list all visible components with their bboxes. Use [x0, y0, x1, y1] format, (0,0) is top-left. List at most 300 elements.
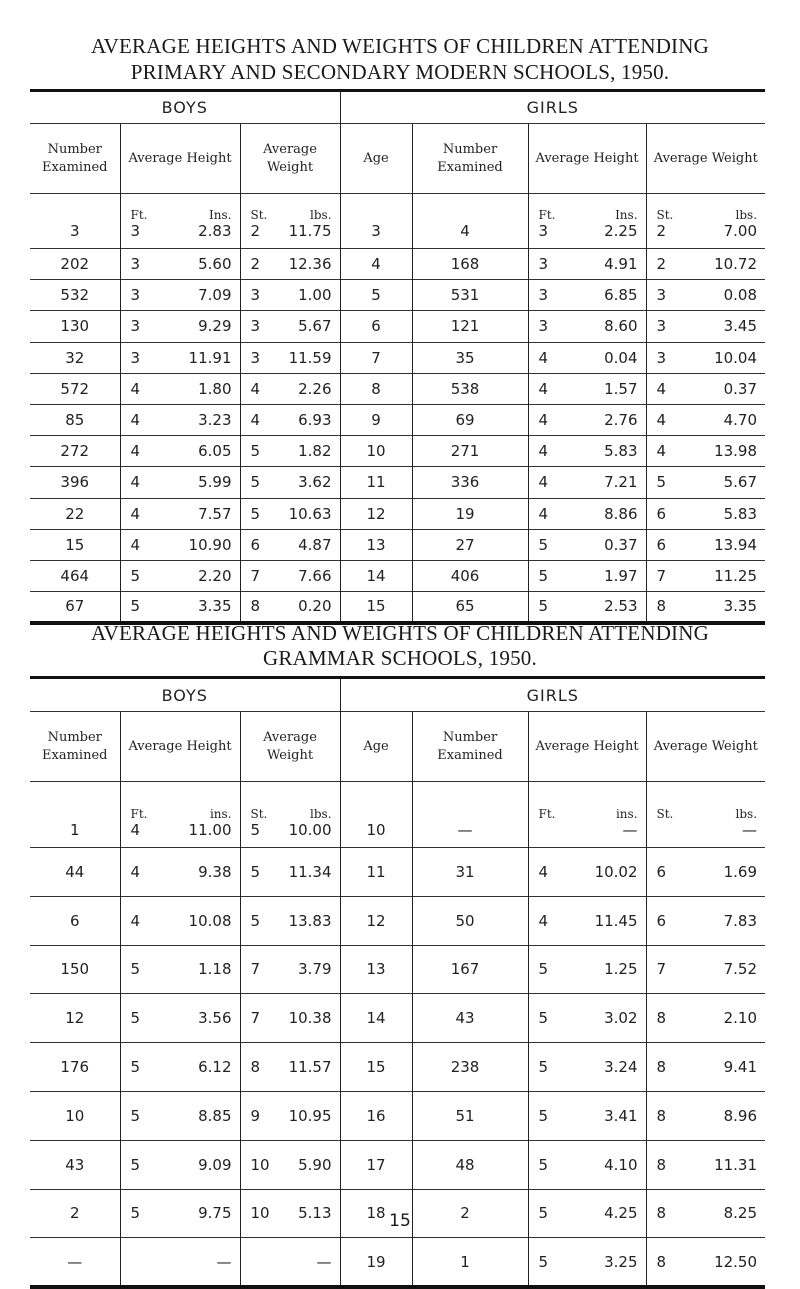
stone-value: 6 — [656, 535, 667, 554]
girls-weight-cell — [646, 194, 765, 249]
boys-height-cell — [120, 529, 240, 560]
age-header: Age — [340, 712, 412, 782]
pounds-value: 5.90 — [298, 1155, 332, 1174]
table-row — [30, 782, 765, 848]
feet-value: 5 — [538, 1155, 549, 1174]
unit-label: Ft. — [538, 208, 556, 222]
girls-number-cell: 1 — [412, 1238, 528, 1287]
girls-number-cell: 167 — [412, 945, 528, 994]
boys-height-cell — [120, 560, 240, 591]
girls-height-cell — [528, 592, 646, 623]
stone-value: 7 — [656, 566, 667, 585]
girls-height-cell — [528, 896, 646, 945]
pounds-value: 8.96 — [723, 1106, 758, 1125]
stone-value: 4 — [656, 379, 667, 398]
age-cell: 10 — [340, 782, 412, 848]
girls-weight-cell — [646, 560, 765, 591]
boys-height-cell — [120, 945, 240, 994]
feet-value: 3 — [130, 255, 141, 274]
table-row — [30, 249, 765, 280]
stone-value: 7 — [656, 960, 667, 979]
pounds-value: 6.93 — [298, 411, 332, 430]
girls-weight-cell — [646, 467, 765, 498]
age-cell: 7 — [340, 342, 412, 373]
boys-weight-cell — [240, 373, 340, 404]
table-row — [30, 1091, 765, 1140]
feet-value: 3 — [538, 286, 549, 305]
feet-value: 3 — [130, 286, 141, 305]
girls-number-cell: — — [412, 782, 528, 848]
inches-value: 3.56 — [198, 1009, 232, 1028]
table1-title-line1: AVERAGE HEIGHTS AND WEIGHTS OF CHILDREN ATTENDING — [90, 34, 709, 58]
boys-weight-cell-units — [241, 807, 340, 821]
inches-value: 1.97 — [604, 566, 638, 585]
boys-number-header: Number Examined — [30, 124, 120, 194]
unit-label: St. — [656, 208, 674, 222]
feet-value: 5 — [538, 535, 549, 554]
unit-label: lbs. — [310, 208, 332, 222]
girls-number-cell: 336 — [412, 467, 528, 498]
girls-number-cell: 51 — [412, 1091, 528, 1140]
group-header-row — [30, 678, 765, 712]
inches-value: 3.23 — [198, 411, 232, 430]
inches-value: 1.57 — [604, 379, 638, 398]
stone-value: 6 — [656, 911, 667, 930]
boys-number-cell: 6 — [30, 896, 120, 945]
girls-weight-cell — [646, 1091, 765, 1140]
pounds-value: 7.00 — [723, 222, 758, 240]
girls-number-cell: 35 — [412, 342, 528, 373]
girls-number-cell: 31 — [412, 848, 528, 897]
girls-weight-cell — [646, 782, 765, 848]
stone-value — [657, 821, 679, 839]
pounds-value: 10.38 — [288, 1009, 332, 1028]
boys-height-header: Average Height — [120, 712, 240, 782]
girls-weight-cell — [646, 404, 765, 435]
pounds-value: 11.34 — [288, 862, 332, 881]
pounds-value: 10.00 — [288, 821, 332, 839]
girls-number-header: Number Examined — [412, 124, 528, 194]
inches-value: 5.99 — [198, 473, 232, 492]
pounds-value: 9.41 — [723, 1058, 758, 1077]
boys-height-cell — [120, 249, 240, 280]
inches-value: 7.09 — [198, 286, 232, 305]
feet-value: 4 — [538, 504, 549, 523]
stone-value: 3 — [656, 286, 667, 305]
inches-value: 2.25 — [604, 222, 638, 240]
table-row — [30, 994, 765, 1043]
girls-weight-cell — [646, 848, 765, 897]
stone-value: 8 — [656, 597, 667, 616]
pounds-value: 11.59 — [288, 348, 332, 367]
girls-weight-cell — [646, 249, 765, 280]
inches-value: 10.08 — [188, 911, 232, 930]
feet-value: 5 — [130, 597, 141, 616]
stone-value: 8 — [250, 597, 261, 616]
girls-number-cell: 406 — [412, 560, 528, 591]
age-cell: 14 — [340, 560, 412, 591]
boys-weight-cell — [240, 592, 340, 623]
age-cell: 14 — [340, 994, 412, 1043]
stone-value: 3 — [250, 348, 261, 367]
stone-value: 5 — [250, 473, 261, 492]
age-cell: 16 — [340, 1091, 412, 1140]
table-row — [30, 498, 765, 529]
boys-weight-cell — [240, 945, 340, 994]
stone-value: 8 — [250, 1058, 261, 1077]
inches-value: 4.25 — [604, 1204, 638, 1223]
feet-value: 5 — [130, 566, 141, 585]
pounds-value: 5.67 — [723, 473, 758, 492]
girls-number-cell: 65 — [412, 592, 528, 623]
boys-weight-cell — [240, 1140, 340, 1189]
feet-value: 4 — [130, 821, 141, 839]
boys-weight-cell — [240, 994, 340, 1043]
girls-weight-cell — [646, 896, 765, 945]
stone-value: 6 — [656, 862, 667, 881]
boys-number-cell: 12 — [30, 994, 120, 1043]
boys-number-cell: 43 — [30, 1140, 120, 1189]
feet-value: 4 — [538, 442, 549, 461]
girls-height-cell — [528, 342, 646, 373]
boys-height-cell-units — [121, 208, 240, 222]
table-row — [30, 1238, 765, 1287]
inches-value: 1.25 — [604, 960, 638, 979]
inches-value: 4.10 — [604, 1155, 638, 1174]
feet-value: 4 — [538, 379, 549, 398]
stone-value: 5 — [250, 911, 261, 930]
pounds-value: 0.08 — [723, 286, 758, 305]
stone-value: 2 — [656, 255, 667, 274]
table-row — [30, 529, 765, 560]
inches-value: 6.12 — [198, 1058, 232, 1077]
pounds-value: 0.37 — [723, 379, 758, 398]
table-row — [30, 560, 765, 591]
girls-weight-cell — [646, 373, 765, 404]
inches-value: 1.80 — [198, 379, 232, 398]
age-cell: 19 — [340, 1238, 412, 1287]
stone-value: 7 — [250, 960, 261, 979]
age-cell: 6 — [340, 311, 412, 342]
unit-label: Ins. — [209, 208, 232, 222]
girls-height-cell — [528, 467, 646, 498]
girls-height-cell — [528, 994, 646, 1043]
boys-number-cell: 10 — [30, 1091, 120, 1140]
girls-number-cell: 4 — [412, 194, 528, 249]
stone-value: 5 — [250, 504, 261, 523]
table1 — [30, 89, 765, 625]
boys-number-cell: 272 — [30, 436, 120, 467]
pounds-value: 0.20 — [298, 597, 332, 616]
age-cell: 12 — [340, 498, 412, 529]
boys-weight-cell — [240, 848, 340, 897]
unit-label: Ft. — [538, 807, 556, 821]
feet-value: 4 — [130, 411, 141, 430]
stone-value: 4 — [250, 411, 261, 430]
unit-label: Ft. — [130, 807, 148, 821]
girls-height-cell — [528, 1043, 646, 1092]
feet-value: 5 — [538, 1009, 549, 1028]
girls-height-cell — [528, 311, 646, 342]
age-cell: 10 — [340, 436, 412, 467]
boys-number-cell: 130 — [30, 311, 120, 342]
boys-number-cell: 572 — [30, 373, 120, 404]
group-boys: BOYS — [30, 678, 340, 712]
inches-value: — — [622, 821, 638, 839]
inches-value: 9.29 — [198, 317, 232, 336]
pounds-value: 1.69 — [723, 862, 758, 881]
girls-weight-header: Average Weight — [646, 124, 765, 194]
boys-height-cell — [120, 1091, 240, 1140]
age-cell: 11 — [340, 848, 412, 897]
girls-weight-cell-units — [647, 208, 766, 222]
stone-value: 8 — [656, 1106, 667, 1125]
boys-number-cell: 532 — [30, 280, 120, 311]
boys-number-cell: 85 — [30, 404, 120, 435]
table-row — [30, 342, 765, 373]
girls-number-cell: 43 — [412, 994, 528, 1043]
boys-number-cell: 3 — [30, 194, 120, 249]
pounds-value: 5.83 — [723, 504, 758, 523]
pounds-value: 3.79 — [298, 960, 332, 979]
boys-weight-cell — [240, 896, 340, 945]
girls-number-header: Number Examined — [412, 712, 528, 782]
stone-value: 6 — [656, 504, 667, 523]
boys-height-cell — [120, 782, 240, 848]
feet-value: 5 — [538, 1252, 549, 1271]
boys-weight-cell — [240, 498, 340, 529]
stone-value: 3 — [656, 348, 667, 367]
inches-value: 11.00 — [188, 821, 232, 839]
boys-height-header: Average Height — [120, 124, 240, 194]
girls-number-cell: 121 — [412, 311, 528, 342]
age-cell: 5 — [340, 280, 412, 311]
boys-number-cell: 32 — [30, 342, 120, 373]
feet-value: 4 — [130, 535, 141, 554]
feet-value: 5 — [130, 1155, 141, 1174]
girls-weight-cell-units — [647, 807, 766, 821]
girls-number-cell: 50 — [412, 896, 528, 945]
stone-value: 4 — [656, 442, 667, 461]
inches-value: 3.25 — [604, 1252, 638, 1271]
stone-value: 4 — [656, 411, 667, 430]
pounds-value: 12.36 — [288, 255, 332, 274]
girls-weight-cell — [646, 311, 765, 342]
pounds-value: 7.83 — [723, 911, 758, 930]
boys-number-cell: 202 — [30, 249, 120, 280]
group-girls: GIRLS — [340, 91, 765, 124]
feet-value: 5 — [538, 1058, 549, 1077]
unit-label: ins. — [615, 807, 638, 821]
column-header-row — [30, 124, 765, 194]
table-row — [30, 280, 765, 311]
stone-value: 3 — [656, 317, 667, 336]
boys-number-header: Number Examined — [30, 712, 120, 782]
inches-value: 6.05 — [198, 442, 232, 461]
table-row — [30, 467, 765, 498]
girls-height-cell — [528, 249, 646, 280]
inches-value: 10.90 — [188, 535, 232, 554]
stone-value — [251, 1253, 273, 1271]
feet-value: 3 — [538, 255, 549, 274]
boys-height-cell — [120, 848, 240, 897]
stone-value: 8 — [656, 1009, 667, 1028]
boys-weight-cell — [240, 1043, 340, 1092]
pounds-value: 5.13 — [298, 1204, 332, 1223]
inches-value: 5.60 — [198, 255, 232, 274]
feet-value: 5 — [130, 1204, 141, 1223]
boys-height-cell — [120, 194, 240, 249]
boys-height-cell — [120, 1043, 240, 1092]
feet-value: 4 — [538, 411, 549, 430]
boys-weight-cell — [240, 311, 340, 342]
boys-height-cell — [120, 311, 240, 342]
unit-label: lbs. — [310, 807, 332, 821]
pounds-value: 10.63 — [288, 504, 332, 523]
table-row — [30, 404, 765, 435]
boys-height-cell — [120, 1140, 240, 1189]
table-row — [30, 436, 765, 467]
girls-number-cell: 2 — [412, 1189, 528, 1238]
pounds-value: 10.95 — [288, 1106, 332, 1125]
pounds-value: 8.25 — [723, 1204, 758, 1223]
feet-value — [539, 821, 561, 839]
girls-number-cell: 531 — [412, 280, 528, 311]
table-row — [30, 1043, 765, 1092]
age-cell: 17 — [340, 1140, 412, 1189]
group-boys: BOYS — [30, 91, 340, 124]
feet-value: 4 — [130, 504, 141, 523]
feet-value: 5 — [538, 1204, 549, 1223]
pounds-value: 11.57 — [288, 1058, 332, 1077]
girls-height-cell — [528, 782, 646, 848]
inches-value: 3.02 — [604, 1009, 638, 1028]
unit-label: lbs. — [735, 208, 758, 222]
girls-number-cell: 19 — [412, 498, 528, 529]
table1-title-line2: PRIMARY AND SECONDARY MODERN SCHOOLS, 1950. — [130, 60, 670, 84]
girls-number-cell: 238 — [412, 1043, 528, 1092]
pounds-value: 13.98 — [714, 442, 758, 461]
stone-value: 8 — [656, 1252, 667, 1271]
inches-value: 9.38 — [198, 862, 232, 881]
feet-value: 5 — [538, 960, 549, 979]
boys-weight-cell — [240, 1091, 340, 1140]
boys-height-cell — [120, 467, 240, 498]
boys-height-cell — [120, 498, 240, 529]
girls-weight-header: Average Weight — [646, 712, 765, 782]
unit-label: Ft. — [130, 208, 148, 222]
table-row — [30, 194, 765, 249]
pounds-value: 7.66 — [298, 566, 332, 585]
girls-weight-cell — [646, 342, 765, 373]
feet-value: 4 — [130, 379, 141, 398]
age-cell: 15 — [340, 592, 412, 623]
group-girls: GIRLS — [340, 678, 765, 712]
boys-number-cell: 176 — [30, 1043, 120, 1092]
feet-value: 3 — [538, 222, 549, 240]
feet-value: 4 — [538, 862, 549, 881]
inches-value: 6.85 — [604, 286, 638, 305]
unit-label: St. — [250, 807, 268, 821]
stone-value: 6 — [250, 535, 261, 554]
inches-value: 11.45 — [594, 911, 638, 930]
group-header-row — [30, 91, 765, 124]
table-row — [30, 373, 765, 404]
girls-weight-cell — [646, 280, 765, 311]
girls-height-header: Average Height — [528, 124, 646, 194]
boys-weight-cell — [240, 194, 340, 249]
girls-height-cell — [528, 373, 646, 404]
table-row — [30, 896, 765, 945]
table-row — [30, 311, 765, 342]
inches-value: 4.91 — [604, 255, 638, 274]
boys-weight-cell — [240, 249, 340, 280]
inches-value: 2.76 — [604, 411, 638, 430]
age-cell: 13 — [340, 945, 412, 994]
stone-value: 5 — [250, 821, 261, 839]
feet-value: 5 — [130, 1058, 141, 1077]
stone-value: 5 — [656, 473, 667, 492]
boys-height-cell — [120, 1238, 240, 1287]
age-cell: 11 — [340, 467, 412, 498]
pounds-value: 1.00 — [298, 286, 332, 305]
girls-height-cell — [528, 436, 646, 467]
boys-weight-cell — [240, 280, 340, 311]
stone-value: 3 — [250, 317, 261, 336]
age-cell: 12 — [340, 896, 412, 945]
girls-number-cell: 538 — [412, 373, 528, 404]
pounds-value: 3.35 — [723, 597, 758, 616]
inches-value: 3.24 — [604, 1058, 638, 1077]
boys-number-cell: 22 — [30, 498, 120, 529]
column-header-row — [30, 712, 765, 782]
unit-label: Ins. — [615, 208, 638, 222]
girls-height-cell — [528, 529, 646, 560]
girls-height-cell — [528, 194, 646, 249]
page-number: 15 — [389, 1211, 411, 1231]
pounds-value: 4.70 — [723, 411, 758, 430]
girls-height-cell — [528, 560, 646, 591]
inches-value: 11.91 — [188, 348, 232, 367]
feet-value: 4 — [538, 348, 549, 367]
boys-height-cell — [120, 592, 240, 623]
boys-number-cell: 44 — [30, 848, 120, 897]
stone-value: 8 — [656, 1204, 667, 1223]
girls-number-cell: 48 — [412, 1140, 528, 1189]
stone-value: 10 — [250, 1204, 270, 1223]
table-row — [30, 945, 765, 994]
boys-height-cell — [120, 994, 240, 1043]
girls-weight-cell — [646, 592, 765, 623]
stone-value: 7 — [250, 566, 261, 585]
feet-value: 3 — [130, 222, 141, 240]
boys-weight-cell — [240, 560, 340, 591]
boys-weight-cell-units — [241, 208, 340, 222]
stone-value: 8 — [656, 1155, 667, 1174]
feet-value: 4 — [130, 442, 141, 461]
boys-weight-cell — [240, 342, 340, 373]
inches-value: 8.60 — [604, 317, 638, 336]
girls-weight-cell — [646, 529, 765, 560]
boys-number-cell: 2 — [30, 1189, 120, 1238]
girls-height-cell — [528, 1091, 646, 1140]
boys-weight-header: Average Weight — [240, 712, 340, 782]
unit-label: St. — [250, 208, 268, 222]
girls-number-cell: 271 — [412, 436, 528, 467]
feet-value: 4 — [130, 911, 141, 930]
pounds-value: 10.72 — [714, 255, 758, 274]
feet-value — [131, 1253, 153, 1271]
